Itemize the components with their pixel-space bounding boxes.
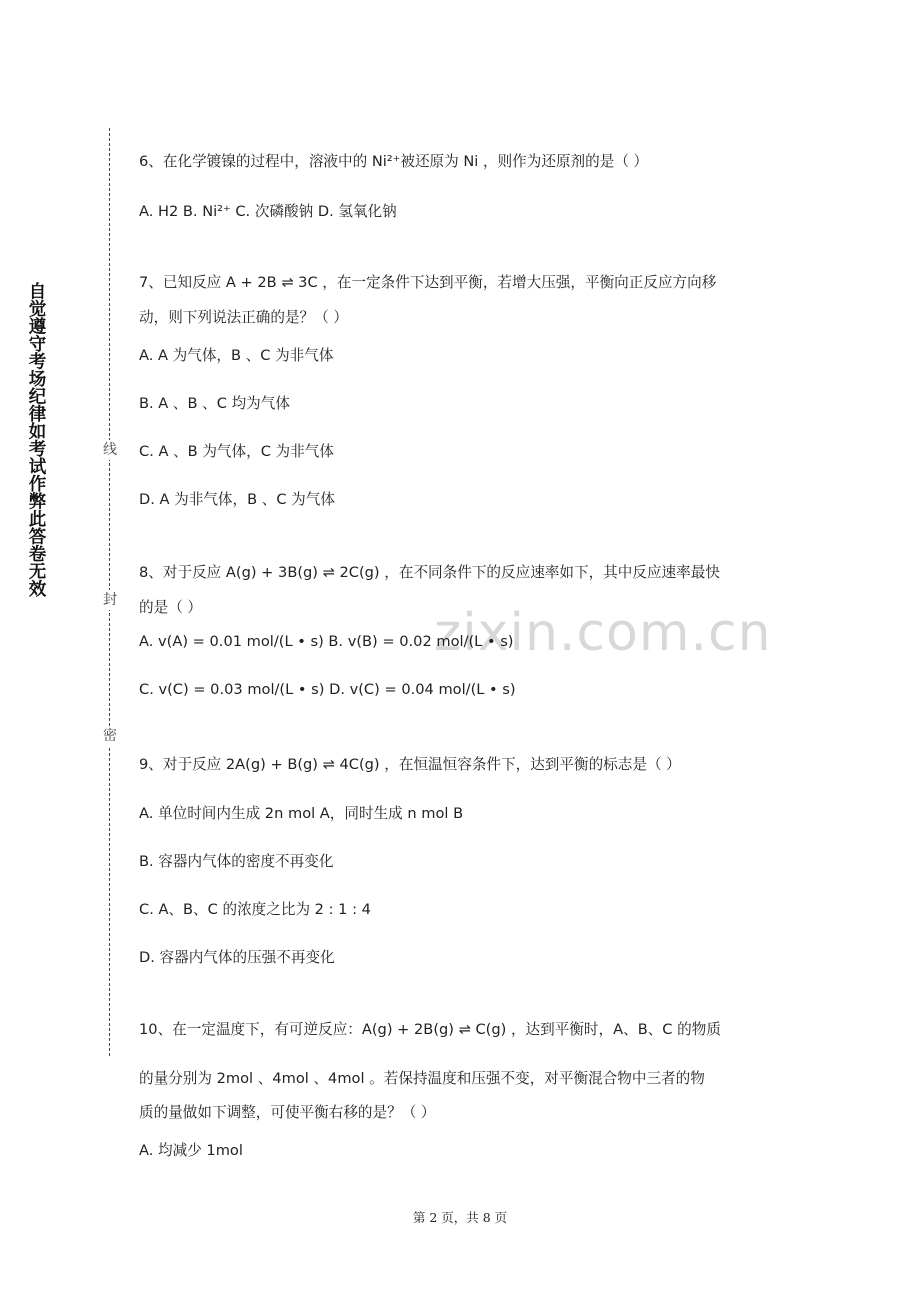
question-6-stem-line-1: 6、在化学镀镍的过程中，溶液中的 Ni²⁺被还原为 Ni ，则作为还原剂的是（ ） [139, 153, 649, 170]
question-9-option-c: C. A、B、C 的浓度之比为 2 : 1 : 4 [139, 901, 371, 918]
question-9-option-d: D. 容器内气体的压强不再变化 [139, 949, 335, 966]
binding-mark-feng: 封 [103, 592, 117, 608]
question-9-option-a: A. 单位时间内生成 2n mol A，同时生成 n mol B [139, 805, 464, 822]
question-7-stem-line-1: 7、已知反应 A + 2B ⇌ 3C ，在一定条件下达到平衡，若增大压强，平衡向正反应方向移 [139, 274, 717, 291]
watermark: zixin.com.cn [434, 603, 772, 663]
question-7-option-d: D. A 为非气体，B 、C 为气体 [139, 491, 335, 508]
question-8-options-ab: A. v(A) = 0.01 mol/(L • s) B. v(B) = 0.02 mol/(L • s) [139, 633, 514, 650]
question-7-option-b: B. A 、B 、C 均为气体 [139, 395, 290, 412]
question-8-stem-line-1: 8、对于反应 A(g) + 3B(g) ⇌ 2C(g) ，在不同条件下的反应速率如下，其中反应速率最快 [139, 564, 720, 581]
question-8-stem-line-2: 的是（ ） [139, 599, 203, 616]
question-9-stem-line-1: 9、对于反应 2A(g) + B(g) ⇌ 4C(g) ，在恒温恒容条件下，达到平衡的标志是（ ） [139, 756, 681, 773]
exam-discipline-note: 自觉遵守考场纪律如考试作弊此答卷无效 [26, 282, 46, 597]
question-10-option-a: A. 均减少 1mol [139, 1142, 243, 1159]
binding-mark-xian: 线 [103, 442, 117, 458]
page-footer: 第 2 页，共 8 页 [412, 1210, 508, 1225]
question-7-option-a: A. A 为气体，B 、C 为非气体 [139, 347, 334, 364]
question-8-options-cd: C. v(C) = 0.03 mol/(L • s) D. v(C) = 0.04 mol/(L • s) [139, 681, 516, 698]
question-9-option-b: B. 容器内气体的密度不再变化 [139, 853, 334, 870]
question-10-stem-line-2: 的量分别为 2mol 、4mol 、4mol 。若保持温度和压强不变，对平衡混合物中三者的物 [139, 1070, 705, 1087]
question-6-options: A. H2 B. Ni²⁺ C. 次磷酸钠 D. 氢氧化钠 [139, 203, 397, 220]
question-10-stem-line-3: 质的量做如下调整，可使平衡右移的是？（ ） [139, 1104, 436, 1121]
question-7-option-c: C. A 、B 为气体，C 为非气体 [139, 443, 334, 460]
question-7-stem-line-2: 动，则下列说法正确的是？（ ） [139, 309, 348, 326]
question-10-stem-line-1: 10、在一定温度下，有可逆反应：A(g) + 2B(g) ⇌ C(g) ，达到平衡时，A、B、C 的物质 [139, 1021, 721, 1038]
binding-mark-mi: 密 [103, 728, 117, 744]
